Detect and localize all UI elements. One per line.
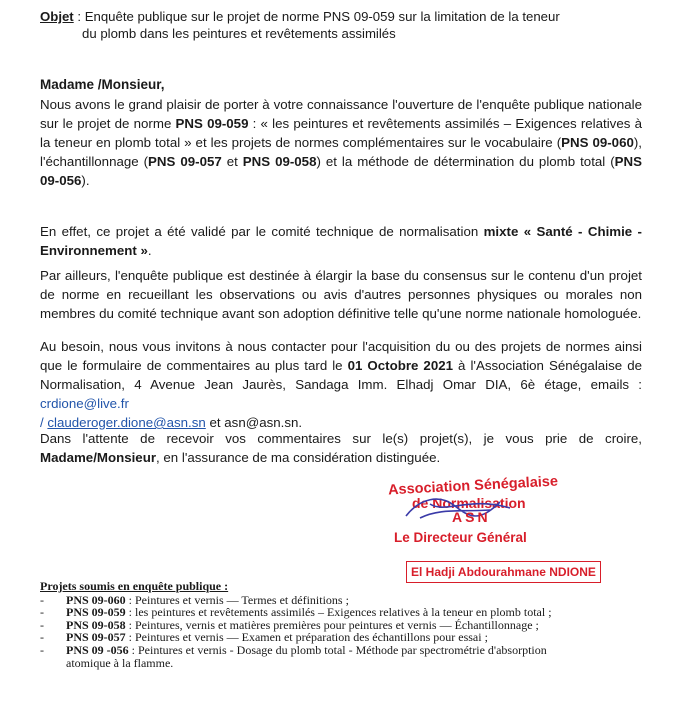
paragraph-closing — [40, 429, 642, 467]
p4-text: à l'Association Sénégalaise de Normalisation, 4 Avenue Jean Jaurès, Sandaga Imm. Elhadj Omar DIA, 6è étage, emails : — [40, 358, 642, 392]
project-title-continued: atomique à la flamme. — [66, 655, 174, 670]
email-link-clauderoger[interactable]: clauderoger.dione@asn.sn — [47, 415, 206, 430]
p1-norm-057: PNS 09-057 — [148, 154, 222, 169]
list-item — [40, 644, 650, 669]
paragraph-purpose: Par ailleurs, l'enquête publique est destinée à élargir la base du consensus sur le contenu d'un projet de norme en recueillant les observations ou avis d'autres personnes physiques ou morales non membres du comité technique avant son adoption définitive telle qu'une norme nationale homologuée. — [40, 268, 642, 321]
bullet-dash: - — [40, 630, 44, 645]
project-title: : Peintures, vernis et matières premières pour peintures et vernis — Échantillonnage ; — [125, 617, 539, 632]
bullet-dash: - — [40, 592, 44, 607]
paragraph-validation — [40, 222, 642, 260]
paragraph-intro — [40, 95, 642, 190]
p1-text: : « les peintures et revêtements assimilés – Exigences relatives à la teneur en plomb total » et les projets de normes complémentaires sur le vocabulaire ( — [40, 116, 642, 150]
p2-committee: mixte « Santé - Chimie - Environnement » — [40, 224, 642, 258]
subject-separator: : — [73, 9, 85, 24]
p1-norm-056: PNS 09-056 — [40, 154, 642, 188]
p5-text: , en l'assurance de ma considération distinguée. — [156, 450, 441, 465]
p1-text: ) et la méthode de détermination du plomb total ( — [316, 154, 615, 169]
p1-text: et — [221, 154, 243, 169]
stamp-director-title: Le Directeur Général — [394, 530, 527, 545]
bullet-dash: - — [40, 642, 44, 657]
project-title: : Peintures et vernis — Termes et définitions ; — [125, 592, 349, 607]
paragraph-contact — [40, 337, 642, 432]
subject-text-line1: Enquête publique sur le projet de norme PNS 09-059 sur la limitation de la teneur — [84, 9, 560, 24]
subject-text-line2: du plomb dans les peintures et revêtements assimilés — [82, 26, 396, 41]
project-code: PNS 09-058 — [66, 617, 126, 632]
project-code: PNS 09-060 — [66, 592, 126, 607]
project-title: : Peintures et vernis - Dosage du plomb total - Méthode par spectrométrie d'absorption — [128, 642, 547, 657]
project-title: : les peintures et revêtements assimilés – Exigences relatives à la teneur en plomb total ; — [125, 605, 552, 620]
project-code: PNS 09-059 — [66, 605, 126, 620]
p1-norm-058: PNS 09-058 — [242, 154, 317, 169]
p1-text: ). — [81, 173, 90, 188]
stamp-asn: ASN — [452, 509, 491, 525]
stamp-line-association: Association Sénégalaise — [387, 473, 559, 499]
p1-text: Nous avons le grand plaisir de porter à votre connaissance l'ouverture de l'enquête publique nationale sur le projet de norme — [40, 97, 642, 131]
salutation: Madame /Monsieur, — [40, 77, 165, 92]
p1-norm-059: PNS 09-059 — [175, 116, 249, 131]
p2-text: En effet, ce projet a été validé par le comité technique de normalisation — [40, 224, 484, 239]
project-code: PNS 09 -056 — [66, 642, 129, 657]
deadline-date: 01 Octobre 2021 — [347, 358, 454, 373]
projects-heading: Projets soumis en enquête publique : — [40, 579, 229, 593]
p4-text: Au besoin, nous vous invitons à nous contacter pour l'acquisition du ou des projets de normes ainsi que le formulaire de commentaires au plus tard le — [40, 339, 642, 373]
bullet-dash: - — [40, 605, 44, 620]
email-link-crdione[interactable]: crdione@live.fr — [40, 396, 129, 411]
p2-text: . — [147, 243, 152, 258]
stamp-line-normalisation: de Normalisation — [412, 495, 526, 511]
project-title: : Peintures et vernis — Examen et préparation des échantillons pour essai ; — [125, 630, 488, 645]
p5-addressee: Madame/Monsieur — [40, 450, 157, 465]
p1-text: ), l'échantillonnage ( — [40, 135, 642, 169]
projects-list — [40, 580, 650, 669]
project-code: PNS 09-057 — [66, 630, 126, 645]
subject-label: Objet — [40, 9, 74, 24]
projects-items — [40, 594, 650, 670]
p5-text: Dans l'attente de recevoir vos commentaires sur le(s) projet(s), je vous prie de croire, — [40, 431, 642, 446]
subject-line — [40, 8, 650, 42]
stamp-director-name: El Hadji Abdourahmane NDIONE — [406, 561, 601, 583]
p4-text: et asn@asn.sn. — [205, 415, 303, 430]
p1-norm-060: PNS 09-060 — [561, 135, 634, 150]
bullet-dash: - — [40, 617, 44, 632]
p4-slash: / — [40, 415, 48, 430]
